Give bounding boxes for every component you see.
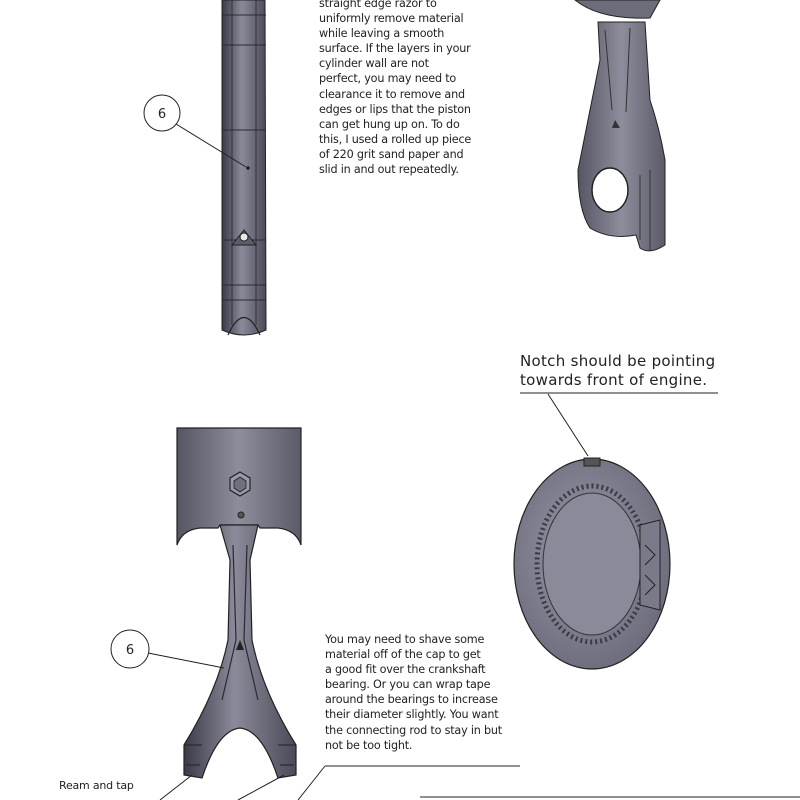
note-cylinder-clearance: straight edge razor to uniformly remove material while leaving a smooth surface. If the layers in your cylinder wall are not perfect, you may need to clearance it to remove and edges or lips that the piston can get hung up on. To do this, I used a rolled up piece of 220 grit sand paper and slid in and out repeatedly. xyxy=(319,0,472,177)
note-cap-fit: You may need to shave some material off of the cap to get a good fit over the crankshaft bearing. Or you can wrap tape around the bearings to increase their diameter slightly. You want the connecting rod to stay in but not be too tight. xyxy=(325,633,502,752)
rod-iso-top-view xyxy=(575,0,665,251)
bottom-leaders xyxy=(160,766,800,800)
piston-top-disc xyxy=(514,458,670,669)
callout-bottom xyxy=(111,630,224,668)
piston-rod-front-view xyxy=(177,428,301,778)
note-ream-and-tap: Ream and tap xyxy=(59,779,134,792)
note-notch-direction: Notch should be pointing towards front of engine. xyxy=(520,352,716,389)
callout-bottom-label: 6 xyxy=(125,643,135,658)
rod-side-view xyxy=(222,0,266,335)
callout-top-label: 6 xyxy=(157,107,167,122)
notch-leader xyxy=(520,393,718,456)
